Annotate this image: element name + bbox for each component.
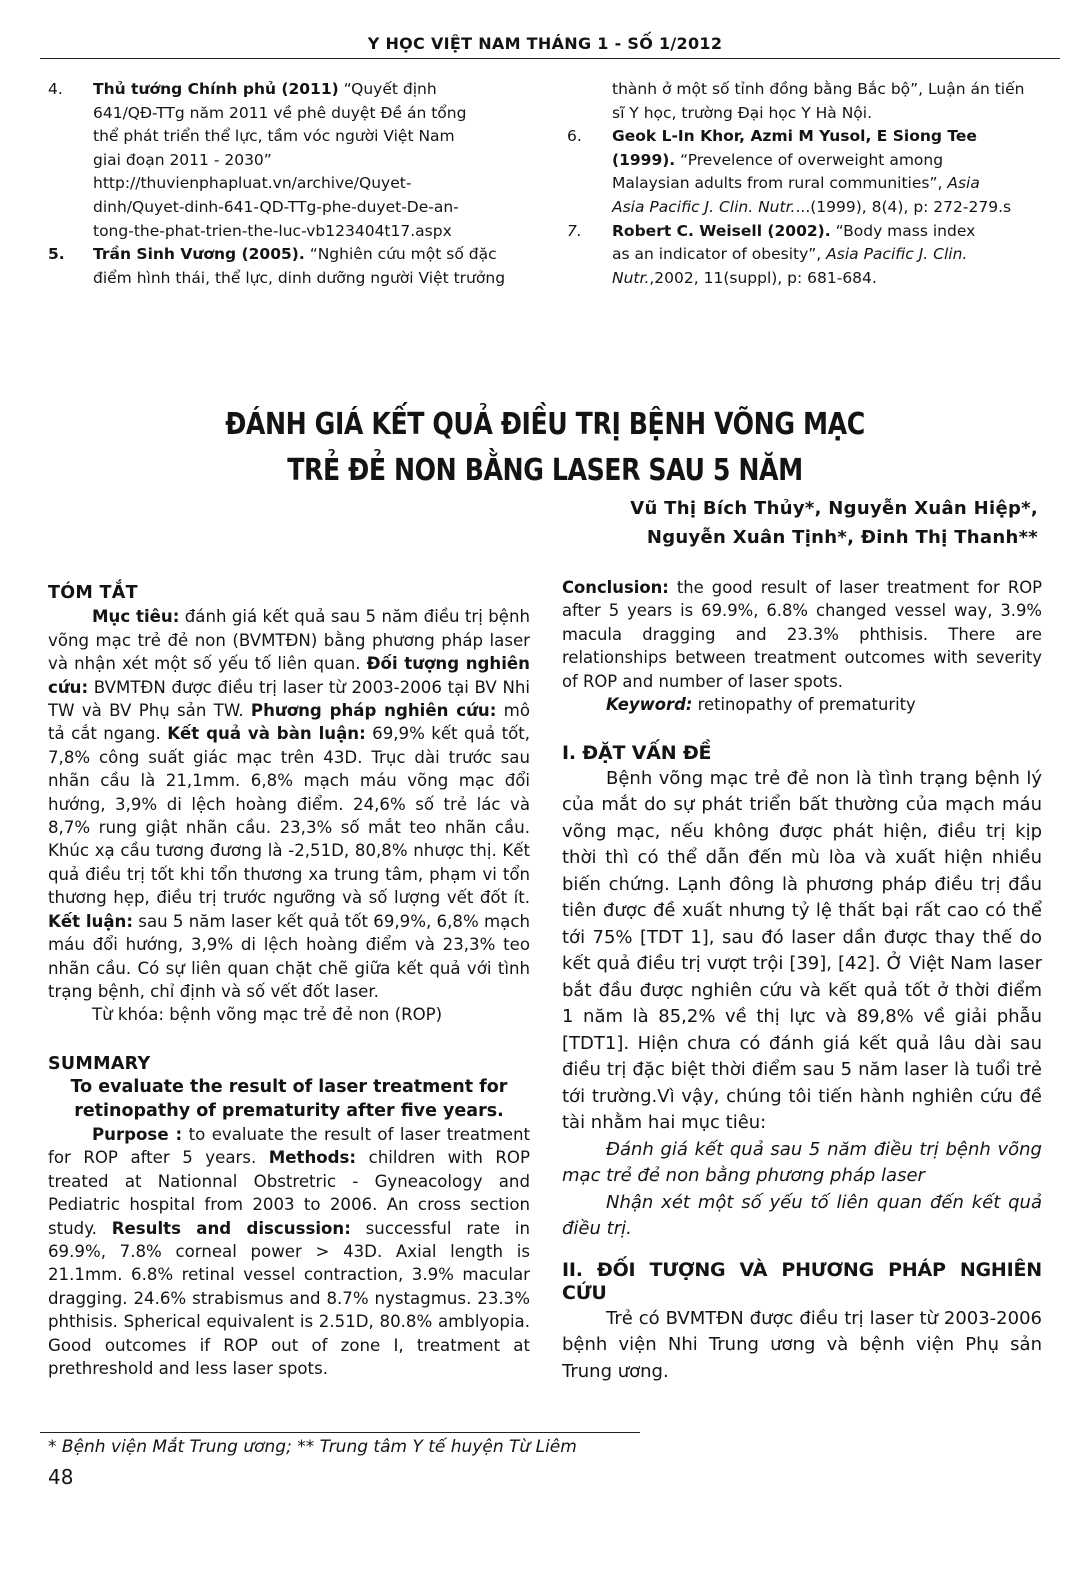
aim-1: Đánh giá kết quả sau 5 năm điều trị bệnh võng mạc trẻ đẻ non bằng phương pháp laser: [562, 1138, 1042, 1187]
label-ket-luan: Kết luận:: [48, 911, 133, 931]
text-ket-qua: 69,9% kết quả tốt, 7,8% công suất giác mạc trên 43D. Trục dài trước sau nhãn cầu là 21,1mm. 6,8% mạch máu võng mạc đổi hướng, 3,9% di lệch hoàng điểm. 24,6% số trẻ lác và 8,7% rung giật nhãn cầu. 23,3% số mắt teo nhãn cầu. Khúc xạ cầu tương đương là -2,51D, 80,8% nhược thị. Kết quả điều trị tốt khi tổn thương xa trung tâm, phạm vi tổn thương hẹp, điều trị trước ngưỡng và số lượng vết đốt ít.: [48, 724, 531, 908]
left-body-column: [48, 582, 530, 1380]
reference-link: dinh/Quyet-dinh-641-QD-TTg-phe-duyet-De-an-: [93, 197, 459, 216]
authors: [630, 494, 1038, 552]
label-purpose: Purpose :: [92, 1124, 183, 1144]
reference-text: ,2002, 11(suppl), p: 681-684.: [649, 268, 877, 287]
reference-6: [567, 125, 1045, 219]
text-doi-tuong: BVMTĐN được điều trị laser từ 2003-2006 tại BV Nhi TW và BV Phụ sản TW.: [48, 677, 530, 721]
reference-text: “Body mass index: [835, 221, 976, 240]
reference-year: (1999).: [612, 150, 676, 169]
text-methods: children with ROP treated at Nationnal Obstretric - Gyneacology and Pediatric hospital from 2003 to 2006. An cross section study.: [48, 1148, 530, 1238]
summary-title: To evaluate the result of laser treatment for retinopathy of prematurity after five years.: [70, 1077, 508, 1121]
text-results: successful rate in 69.9%, 7.8% corneal power > 43D. Axial length is 21.1mm. 6.8% retinal vessel contraction, 3.9% macular dragging. 24.6% strabismus and 8.7% nystagmus. 23.3% phthisis. Spherical equivalent is 2.51D, 80.8% amblyopia. Good outcomes if ROP out of zone I, treatment at prethreshold and less laser spots.: [48, 1218, 530, 1378]
article-title-line-1: ĐÁNH GIÁ KẾT QUẢ ĐIỀU TRỊ BỆNH VÕNG MẠC: [225, 407, 865, 442]
reference-text: thành ở một số tỉnh đồng bằng Bắc bộ”, Luận án tiến: [612, 80, 1025, 98]
page-number: 48: [48, 1465, 74, 1489]
reference-author: Thủ tướng Chính phủ (2011): [93, 80, 339, 98]
reference-text: 641/QĐ-TTg năm 2011 về phê duyệt Đề án tổng: [93, 103, 467, 122]
label-ket-qua: Kết quả và bàn luận:: [167, 724, 366, 744]
summary-body-continued: [562, 576, 1042, 693]
right-body-column: [562, 576, 1042, 1385]
section-2-heading: II. ĐỐI TƯỢNG VÀ PHƯƠNG PHÁP NGHIÊN CỨU: [562, 1258, 1042, 1305]
header-rule: [40, 58, 1060, 59]
reference-author: Robert C. Weisell (2002).: [612, 221, 831, 240]
reference-text: sĩ Y học, trường Đại học Y Hà Nội.: [612, 103, 873, 122]
reference-text: giai đoạn 2011 - 2030”: [93, 150, 272, 169]
authors-line-1: Vũ Thị Bích Thủy*, Nguyễn Xuân Hiệp*,: [630, 498, 1038, 519]
references-left: [48, 78, 530, 290]
reference-text: “Nghiên cứu một số đặc: [309, 245, 497, 264]
article-title-line-2: TRẺ ĐẺ NON BẰNG LASER SAU 5 NĂM: [287, 453, 803, 488]
authors-line-2: Nguyễn Xuân Tịnh*, Đinh Thị Thanh**: [646, 527, 1038, 548]
text-conclusion: the good result of laser treatment for ROP after 5 years is 69.9%, 6.8% changed vessel way, 3.9% macula dragging and 23.3% phthisis. There are relationships between treatment outcomes with severity of ROP and number of laser spots.: [562, 578, 1042, 691]
footnote: * Bệnh viện Mắt Trung ương; ** Trung tâm Y tế huyện Từ Liêm: [48, 1437, 577, 1457]
text-phuong-phap: mô tả cắt ngang.: [48, 701, 530, 744]
footnote-rule: [40, 1432, 640, 1433]
reference-text: Malaysian adults from rural communities”,: [612, 174, 943, 193]
text-muc-tieu: đánh giá kết quả sau 5 năm điều trị bệnh võng mạc trẻ đẻ non (BVMTĐN) bằng phương pháp laser và nhận xét một số yếu tố liên quan.: [48, 607, 531, 674]
reference-author: Geok L-In Khor, Azmi M Yusol, E Siong Tee: [612, 127, 977, 146]
reference-text: “Prevelence of overweight among: [680, 150, 944, 169]
text-ket-luan: sau 5 năm laser kết quả tốt 69,9%, 6,8% mạch máu đổi hướng, 3,9% di lệch hoàng điểm và 23,3% teo nhãn cầu. Có sự liên quan chặt chẽ giữa kết quả với tình trạng bệnh, chỉ định và số vết đốt laser.: [48, 911, 530, 1001]
label-conclusion: Conclusion:: [562, 578, 669, 597]
reference-4: [48, 78, 530, 243]
reference-number: 6.: [567, 127, 582, 146]
reference-text: ...(1999), 8(4), p: 272-279.s: [795, 197, 1012, 216]
reference-author: Trần Sinh Vương (2005).: [93, 245, 305, 264]
tom-tat-body: [48, 605, 530, 1003]
reference-journal: Asia Pacific J. Clin. Nutr.: [612, 245, 968, 287]
reference-number: 5.: [48, 245, 65, 264]
reference-number: 4.: [48, 80, 63, 98]
article-title: [87, 402, 1003, 494]
label-muc-tieu: Mục tiêu:: [92, 607, 180, 627]
reference-text: điểm hình thái, thể lực, dinh dưỡng người Việt trưởng: [93, 268, 506, 287]
keywords-vi: Từ khóa: bệnh võng mạc trẻ đẻ non (ROP): [92, 1005, 443, 1025]
reference-7: [567, 220, 1045, 291]
aim-2: Nhận xét một số yếu tố liên quan đến kết quả điều trị.: [562, 1191, 1042, 1240]
reference-journal: Asia: [947, 174, 980, 193]
label-doi-tuong: Đối tượng nghiên cứu:: [48, 654, 530, 697]
reference-number: 7.: [567, 221, 582, 240]
references-right: [567, 78, 1045, 290]
summary-body: [48, 1123, 530, 1380]
label-methods: Methods:: [268, 1148, 357, 1168]
tom-tat-heading: TÓM TẮT: [48, 583, 138, 603]
section-2-paragraph: Trẻ có BVMTĐN được điều trị laser từ 2003-2006 bệnh viện Nhi Trung ương và bệnh viện Phụ sản Trung ương.: [562, 1307, 1042, 1382]
reference-link: http://thuvienphapluat.vn/archive/Quyet-: [93, 174, 412, 193]
summary-heading: SUMMARY: [48, 1053, 151, 1074]
journal-header: Y HỌC VIỆT NAM THÁNG 1 - SỐ 1/2012: [367, 34, 723, 53]
label-keyword: Keyword:: [606, 695, 693, 715]
text-keyword: retinopathy of prematurity: [692, 695, 916, 715]
reference-5-continued: [567, 78, 1045, 125]
keywords-en: [562, 693, 1042, 716]
text-purpose: to evaluate the result of laser treatment for ROP after 5 years.: [48, 1124, 530, 1168]
section-1-paragraph: Bệnh võng mạc trẻ đẻ non là tình trạng bệnh lý của mắt do sự phát triển bất thường của mạch máu võng mạc, nếu không được phát hiện, điều trị kịp thời thì có thể dẫn đến mù lòa và xuất hiện nhiều biến chứng. Lạnh đông là phương pháp điều trị đầu tiên được đề xuất nhưng tỷ lệ thất bại rất cao có thể tới 75% [TDT 1], sau đó laser dần được thay thế do kết quả điều trị vượt trội [39], [42]. Ở Việt Nam laser bắt đầu được nghiên cứu và kết quả tốt ở thời điểm 1 năm là 85,2% về thị lực và 89,8% về giải phẫu [TDT1]. Hiện chưa có đánh giá kết quả lâu dài sau điều trị đặc biệt thời điểm sau 5 năm laser là tuổi trẻ tới trường.Vì vậy, chúng tôi tiến hành nghiên cứu đề tài nhằm hai mục tiêu:: [562, 767, 1042, 1134]
reference-text: “Quyết định: [343, 80, 437, 98]
section-1-heading: I. ĐẶT VẤN ĐỀ: [562, 742, 712, 765]
reference-text: as an indicator of obesity”,: [612, 245, 822, 264]
reference-journal: Asia Pacific J. Clin. Nutr.: [612, 197, 796, 216]
reference-link: tong-the-phat-trien-the-luc-vb123404t17.aspx: [93, 221, 452, 240]
label-results: Results and discussion:: [111, 1218, 351, 1238]
reference-text: thể phát triển thể lực, tầm vóc người Việt Nam: [93, 127, 455, 146]
reference-5: [48, 243, 530, 290]
label-phuong-phap: Phương pháp nghiên cứu:: [250, 701, 497, 721]
